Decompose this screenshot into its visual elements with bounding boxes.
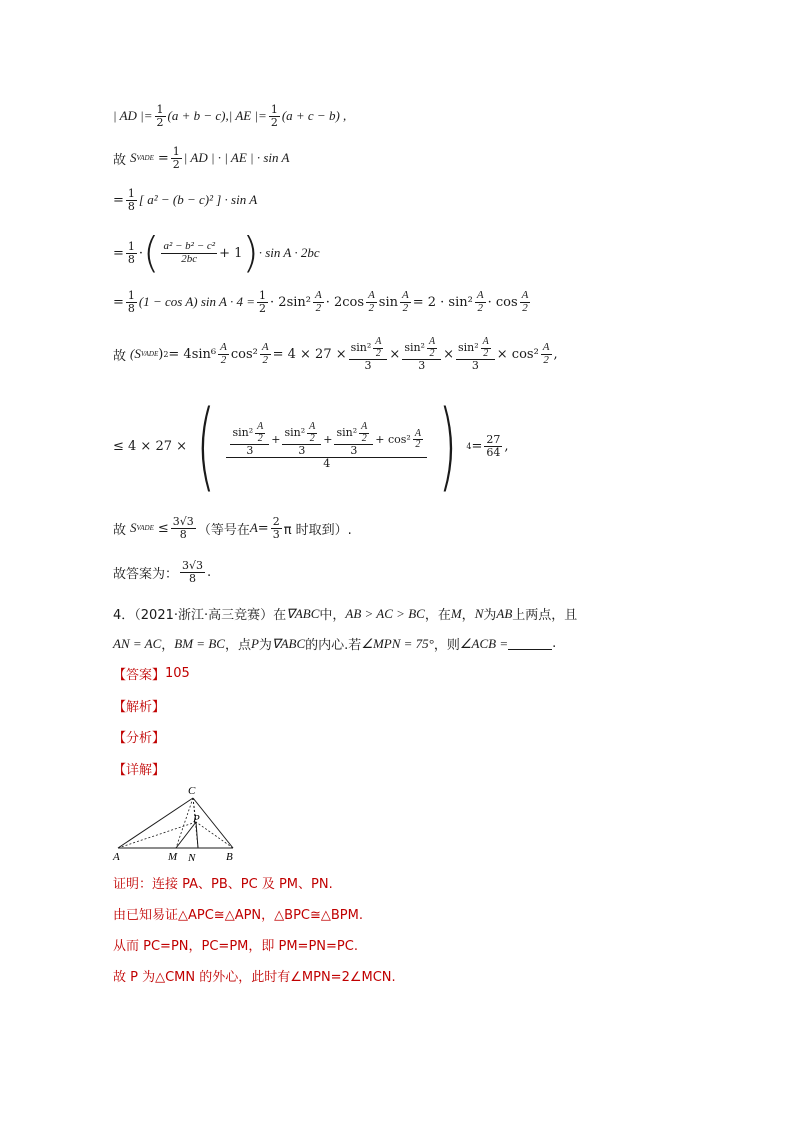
fraction: sin² $\frac{A}{2}$ 3 bbox=[402, 337, 441, 372]
label-C: C bbox=[188, 785, 196, 797]
eq-text: AB bbox=[496, 605, 513, 621]
proof-line-2 bbox=[113, 904, 363, 923]
answer-row bbox=[113, 664, 190, 683]
eq-text: × cos² bbox=[496, 346, 539, 362]
eq-text: 的内心.若 bbox=[305, 638, 362, 653]
equation-conclusion bbox=[113, 516, 352, 540]
eq-text: · 2sin² bbox=[270, 294, 311, 310]
answer-line bbox=[113, 560, 211, 584]
proof-line-3 bbox=[113, 935, 358, 954]
fraction: $\frac{27}{64}$ bbox=[486, 432, 501, 459]
eq-text: 故 bbox=[113, 152, 127, 168]
eq-text: . bbox=[552, 636, 557, 651]
eq-text: ∠ACB = bbox=[459, 635, 509, 651]
eq-text: cos² bbox=[230, 346, 258, 362]
eq-text: S bbox=[130, 150, 137, 166]
equation-inequality bbox=[113, 390, 509, 502]
eq-text: 故 bbox=[113, 348, 127, 364]
eq-text: ∇ABC bbox=[286, 605, 320, 621]
eq-text: ∠MPN = 75° bbox=[361, 635, 434, 651]
equation-step-2 bbox=[113, 228, 320, 277]
eq-text: . bbox=[207, 564, 212, 580]
eq-text: ， bbox=[461, 608, 475, 623]
eq-text: (1 − cos A) sin A · 4 = bbox=[138, 294, 256, 310]
eq-text: 上两点，且 bbox=[512, 608, 578, 623]
eq-text: = bbox=[113, 245, 124, 261]
problem-4-line-1 bbox=[113, 604, 577, 623]
fraction: $\frac{2}{3}$ bbox=[272, 515, 280, 541]
answer-label: 【答案】 bbox=[113, 668, 166, 683]
analysis-heading bbox=[113, 696, 165, 715]
fraction: $\frac{1}{2}$ bbox=[172, 145, 180, 171]
eq-text: = 2 · sin² bbox=[412, 294, 473, 310]
eq-text: × bbox=[443, 346, 454, 362]
right-paren: ) bbox=[242, 228, 259, 277]
fraction: $\frac{1}{2}$ bbox=[156, 103, 164, 129]
fraction: sin² $\frac{A}{2}$ 3 bbox=[349, 337, 388, 372]
proof-text: 从而 PC=PN，PC=PM，即 PM=PN=PC. bbox=[113, 939, 358, 954]
eq-text: = bbox=[157, 150, 169, 166]
eq-text: · cos bbox=[487, 294, 518, 310]
answer-blank bbox=[508, 637, 552, 650]
eq-text: ，则 bbox=[433, 638, 460, 653]
fraction: $\frac{A}{2}$ bbox=[542, 341, 550, 366]
eq-text: ， bbox=[161, 638, 175, 653]
answer-label: 故答案为： bbox=[113, 566, 179, 582]
eq-text: A bbox=[249, 520, 258, 536]
label-B: B bbox=[226, 851, 233, 863]
subscript: VADE bbox=[136, 154, 154, 163]
fraction: $\frac{A}{2}$ bbox=[220, 341, 227, 366]
eq-text: | AD |= bbox=[113, 108, 153, 124]
fraction: sin² $\frac{A}{2}$ 3 bbox=[456, 337, 495, 372]
eq-text: = 4sin⁶ bbox=[168, 346, 217, 362]
eq-text: AN = AC bbox=[113, 635, 162, 651]
fraction: $\frac{A}{2}$ bbox=[402, 289, 409, 314]
eq-text: × bbox=[389, 346, 401, 362]
eq-text: | AD | · | AE | · sin A bbox=[183, 150, 290, 166]
detail-heading bbox=[113, 759, 165, 778]
eq-text: , bbox=[504, 438, 509, 454]
equation-square bbox=[113, 337, 558, 372]
eq-text: , bbox=[553, 346, 558, 362]
left-paren: ( bbox=[196, 390, 216, 502]
eq-text: (a + c − b) , bbox=[281, 108, 347, 124]
eq-text: 为 bbox=[483, 608, 497, 623]
section-label: 【分析】 bbox=[113, 731, 166, 746]
equation-ad-ae bbox=[113, 104, 346, 128]
eq-text: 故 bbox=[113, 522, 127, 538]
eq-text: (S bbox=[130, 346, 141, 362]
eq-text: = bbox=[113, 294, 124, 310]
fraction: $\frac{1}{8}$ bbox=[127, 187, 135, 213]
eq-text: = bbox=[471, 438, 483, 454]
eq-text: + 1 bbox=[219, 245, 243, 261]
answer-value: 105 bbox=[165, 666, 190, 681]
fraction: $\frac{\text{a² − b² − c²}}{2bc}$ bbox=[163, 239, 216, 265]
fraction: $\frac{A}{2}$ bbox=[368, 289, 375, 314]
eq-text: = bbox=[257, 520, 269, 536]
subscript: VADE bbox=[136, 524, 154, 533]
proof-text: 故 P 为△CMN 的外心，此时有∠MPN=2∠MCN. bbox=[113, 970, 396, 985]
eq-text: ) bbox=[158, 346, 164, 362]
fraction: $\frac{3√3}{8}$ bbox=[172, 515, 194, 541]
fraction: $\frac{A}{2}$ bbox=[261, 341, 269, 366]
section-label: 【详解】 bbox=[113, 763, 166, 778]
eq-text: ，在 bbox=[424, 608, 451, 623]
subscript: VADE bbox=[140, 350, 159, 359]
triangle-figure bbox=[110, 782, 245, 864]
fraction: $\frac{A}{2}$ bbox=[315, 289, 322, 314]
equation-step-1 bbox=[113, 188, 257, 212]
eq-text: AB > AC > BC bbox=[345, 605, 425, 621]
fraction: $\frac{1}{8}$ bbox=[127, 239, 135, 266]
eq-text: ∇ABC bbox=[271, 635, 306, 651]
superscript: 2 bbox=[163, 349, 169, 359]
left-paren: ( bbox=[143, 228, 160, 277]
label-N: N bbox=[188, 852, 196, 864]
eq-text: = 4 × 27 × bbox=[272, 346, 347, 362]
eq-text: BM = BC bbox=[174, 635, 225, 651]
label-P: P bbox=[193, 813, 200, 825]
proof-text: 证明：连接 PA、PB、PC 及 PM、PN. bbox=[113, 877, 333, 892]
fraction: $\frac{1}{2}$ bbox=[259, 289, 267, 315]
fraction: $\frac{3√3}{8}$ bbox=[182, 559, 204, 585]
eq-text: 为 bbox=[258, 638, 272, 653]
proof-line-1 bbox=[113, 873, 333, 892]
eq-text: M bbox=[450, 605, 462, 621]
eq-text: sin bbox=[378, 294, 398, 310]
label-M: M bbox=[168, 851, 178, 863]
eq-text: （等号在 bbox=[197, 522, 250, 538]
fraction: $\frac{A}{2}$ bbox=[521, 289, 529, 314]
fraction: $\frac{A}{2}$ bbox=[476, 289, 484, 314]
eq-text: ，点 bbox=[224, 638, 251, 653]
label-A: A bbox=[113, 851, 120, 863]
eq-text: S bbox=[130, 520, 137, 536]
equation-area bbox=[113, 146, 289, 170]
eq-text: P bbox=[250, 635, 259, 651]
eq-text: [ a² − (b − c)² ] · sin A bbox=[138, 192, 258, 208]
superscript: 4 bbox=[466, 441, 472, 451]
fraction: $\frac{1}{2}$ bbox=[270, 103, 278, 129]
proof-text: 由已知易证△APC≅△APN，△BPC≅△BPM. bbox=[113, 908, 363, 923]
problem-4-line-2 bbox=[113, 634, 556, 653]
eq-text: ≤ 4 × 27 × bbox=[113, 438, 188, 454]
eq-text: · 2cos bbox=[325, 294, 365, 310]
eq-text: · sin A · 2bc bbox=[258, 245, 320, 260]
equation-step-3 bbox=[113, 290, 532, 314]
eq-text: N bbox=[474, 605, 484, 621]
section-label: 【解析】 bbox=[113, 700, 166, 715]
fraction: $\frac{1}{8}$ bbox=[127, 289, 135, 315]
right-paren: ) bbox=[438, 390, 458, 502]
proof-line-4 bbox=[113, 966, 396, 985]
eq-text: = bbox=[113, 192, 124, 208]
eq-text: π 时取到）. bbox=[283, 522, 352, 538]
fenxi-heading bbox=[113, 727, 165, 746]
eq-text: ≤ bbox=[157, 520, 169, 536]
problem-number: 4．（2021·浙江·高三竞赛）在 bbox=[113, 608, 287, 623]
eq-text: 中， bbox=[319, 608, 346, 623]
eq-text: (a + b − c),| AE |= bbox=[167, 108, 267, 124]
big-fraction: sin² $\frac{A}{2}$ 3 + sin² $\frac{A}{2}$ 3 + sin² $\frac{A}{2}$ 3 + cos² $\frac{A}{2}$ 4 bbox=[226, 422, 426, 469]
eq-text: · bbox=[138, 245, 144, 261]
